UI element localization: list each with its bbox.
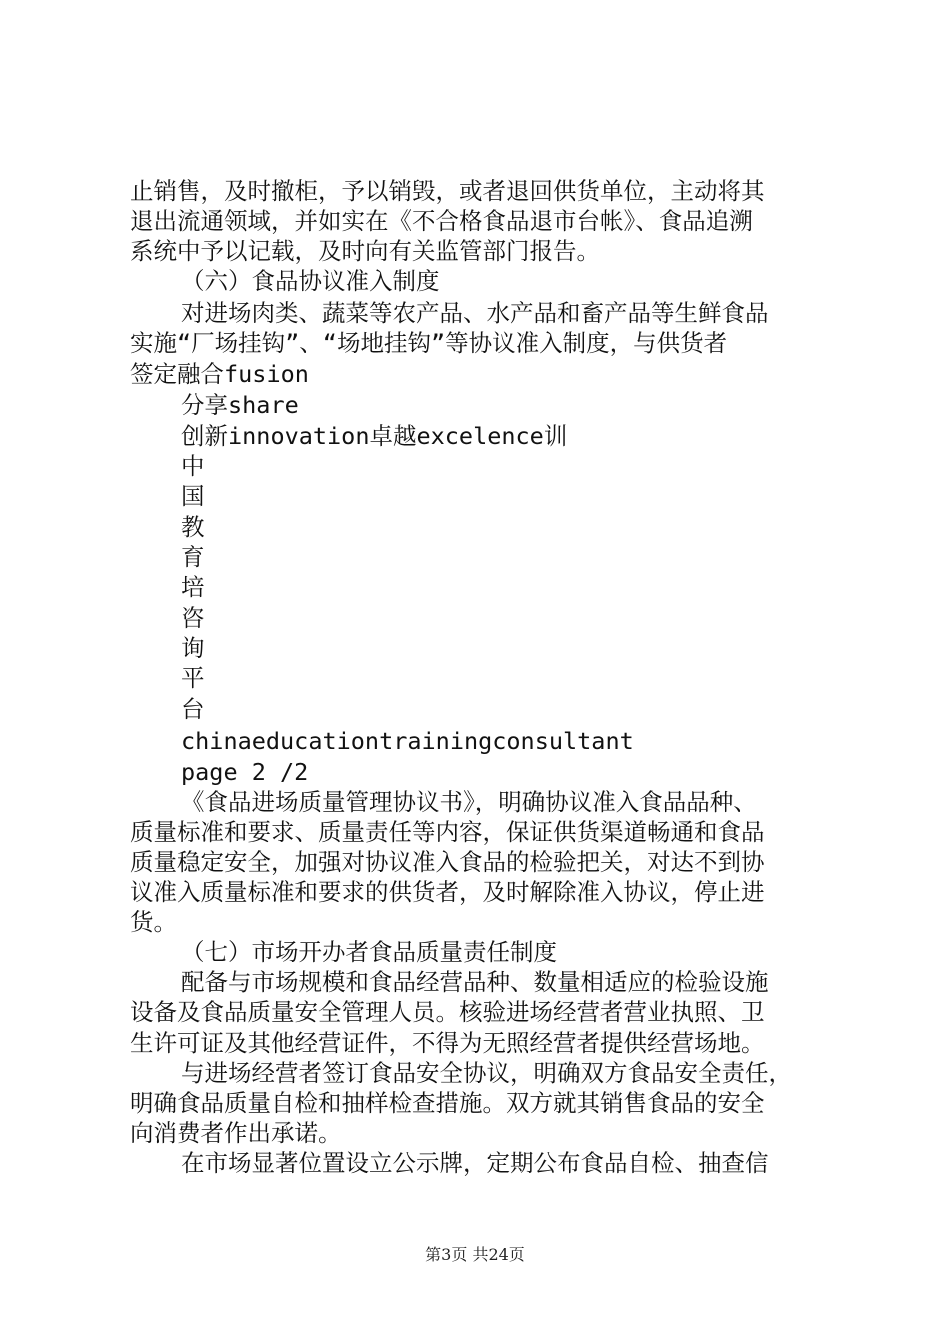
paragraph-line: 实施“厂场挂钩”、“场地挂钩”等协议准入制度，与供货者 (130, 329, 728, 357)
paragraph-line: 明确食品质量自检和抽样检查措施。双方就其销售食品的安全 (130, 1089, 765, 1117)
section-heading: （六）食品协议准入制度 (181, 267, 440, 295)
watermark-line: 分享share (181, 391, 299, 419)
page-footer: 第3页 共24页 (425, 1245, 525, 1264)
paragraph-line: 系统中予以记载，及时向有关监管部门报告。 (130, 237, 600, 265)
paragraph-line: 质量稳定安全，加强对协议准入食品的检验把关，对达不到协 (130, 848, 765, 876)
paragraph-line: 《食品进场质量管理协议书》，明确协议准入食品品种、 (181, 788, 757, 816)
paragraph-line: 在市场显著位置设立公示牌，定期公布食品自检、抽查信 (181, 1149, 769, 1177)
paragraph-line: 签定融合fusion (130, 360, 309, 388)
watermark-char: 育 (181, 543, 205, 571)
watermark-char: 平 (181, 664, 205, 692)
paragraph-line: 生许可证及其他经营证件，不得为无照经营者提供经营场地。 (130, 1029, 765, 1057)
watermark-line: chinaeducationtrainingconsultant (181, 727, 634, 755)
watermark-char: 中 (181, 452, 205, 480)
paragraph-line: 退出流通领域，并如实在《不合格食品退市台帐》、食品追溯 (130, 207, 753, 235)
paragraph-line: 质量标准和要求、质量责任等内容，保证供货渠道畅通和食品 (130, 818, 765, 846)
watermark-line: 创新innovation卓越excelence训 (181, 422, 568, 450)
paragraph-line: 配备与市场规模和食品经营品种、数量相适应的检验设施 (181, 968, 769, 996)
paragraph-line: 与进场经营者签订食品安全协议，明确双方食品安全责任， (181, 1059, 792, 1087)
paragraph-line: 货。 (130, 908, 177, 936)
watermark-char: 培 (181, 573, 205, 601)
watermark-char: 询 (181, 634, 205, 662)
watermark-char: 台 (181, 695, 205, 723)
watermark-char: 国 (181, 482, 205, 510)
paragraph-line: 向消费者作出承诺。 (130, 1119, 342, 1147)
section-heading: （七）市场开办者食品质量责任制度 (181, 938, 557, 966)
paragraph-line: 对进场肉类、蔬菜等农产品、水产品和畜产品等生鲜食品 (181, 299, 769, 327)
watermark-char: 教 (181, 513, 205, 541)
paragraph-line: 止销售，及时撤柜，予以销毁，或者退回供货单位，主动将其 (130, 177, 765, 205)
paragraph-line: 设备及食品质量安全管理人员。核验进场经营者营业执照、卫 (130, 998, 765, 1026)
watermark-page-label: page 2 /2 (181, 758, 309, 786)
paragraph-line: 议准入质量标准和要求的供货者，及时解除准入协议，停止进 (130, 878, 765, 906)
watermark-char: 咨 (181, 604, 205, 632)
